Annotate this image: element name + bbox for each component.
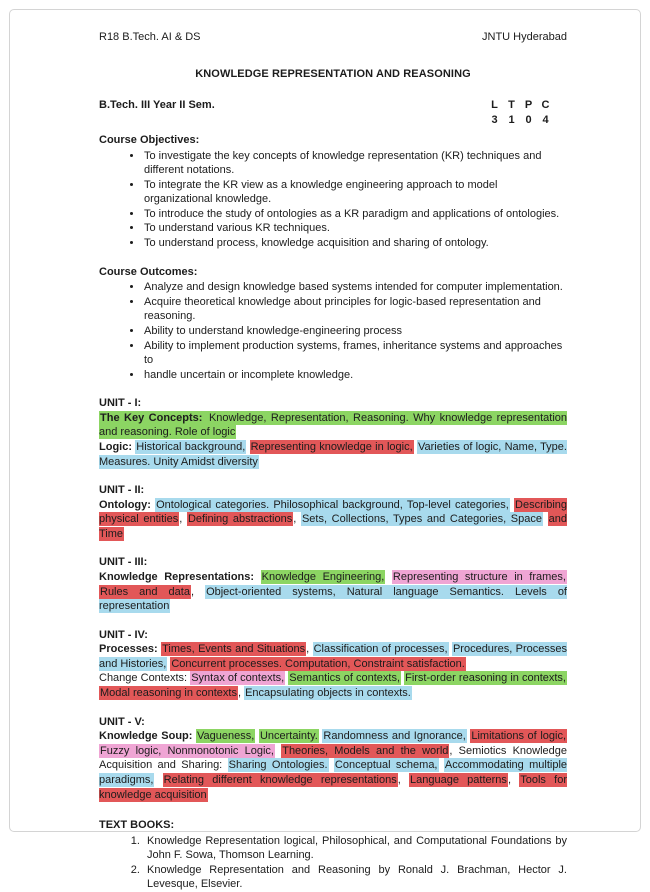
page-header (99, 30, 567, 44)
unit-heading: UNIT - III: (99, 556, 148, 569)
objectives-heading: Course Objectives: (99, 134, 200, 146)
objective-item: • To investigate the key concepts of knowledge representation (KR) techniques and different notations. (143, 149, 567, 178)
unit-block (99, 396, 567, 469)
green-highlight: First-order reasoning in contexts, (405, 672, 566, 685)
green-highlight: Uncertainty. (259, 730, 318, 743)
green-highlight: Vagueness, (197, 730, 255, 743)
ltpc-value: 0 (525, 113, 532, 126)
pink-highlight: Fuzzy logic, Nonmonotonic Logic, (100, 744, 274, 757)
text-segment: , (507, 773, 520, 786)
semester-label: B.Tech. III Year II Sem. (99, 99, 215, 111)
objective-item: • To introduce the study of ontologies as a KR paradigm and applications of ontologies. (143, 207, 567, 222)
textbooks-heading: TEXT BOOKS: (99, 819, 175, 832)
outcome-item: • Analyze and design knowledge based systems intended for computer implementation. (143, 280, 567, 295)
unit-paragraph (99, 642, 567, 671)
cyan-highlight: Encapsulating objects in contexts. (245, 687, 411, 700)
unit-heading: UNIT - IV: (99, 628, 148, 641)
unit-block (99, 715, 567, 802)
outcomes-heading: Course Outcomes: (99, 265, 198, 278)
unit-paragraph (99, 570, 567, 614)
cyan-highlight: Historical background, (136, 441, 246, 453)
unit-heading: UNIT - I: (99, 397, 142, 410)
header-left-text: R18 B.Tech. AI & DS (99, 31, 201, 43)
text-segment (385, 571, 392, 583)
objective-item: • To understand process, knowledge acquisition and sharing of ontology. (143, 236, 567, 251)
text-segment: , (306, 643, 313, 656)
outcome-item: • handle uncertain or incomplete knowledge. (143, 368, 567, 383)
unit-paragraph (99, 411, 567, 440)
red-highlight: Defining abstractions (187, 513, 293, 526)
ltpc-label: C (541, 99, 550, 111)
red-highlight: and Time (99, 513, 567, 540)
textbook-item: 1. Knowledge Representation logical, Philosophical, and Computational Foundations by John F. Sowa, Thomson Learning. (143, 834, 567, 863)
term-label: Knowledge Soup: (99, 730, 197, 743)
text-segment: Change Contexts: (99, 672, 191, 685)
red-highlight: Language patterns (410, 773, 507, 786)
cyan-highlight: Sets, Collections, Types and Categories, Space (301, 513, 542, 526)
cyan-highlight: Conceptual schema, (334, 759, 438, 772)
pink-highlight: Representing structure in frames, (392, 570, 566, 583)
outcome-item: • Ability to implement production systems, frames, inheritance systems and approaches to (143, 339, 567, 368)
unit-paragraph (99, 440, 567, 469)
textbook-item: 2. Knowledge Representation and Reasoning by Ronald J. Brachman, Hector J. Levesque, Elsevier. (143, 863, 567, 892)
objective-item: • To integrate the KR view as a knowledge engineering approach to model organizational knowledge. (143, 178, 567, 207)
text-segment: , Semiotics Knowledge Acquisition and Sharing: (99, 744, 567, 772)
ltpc-value: 4 (542, 113, 549, 126)
red-highlight: Describing physical entities (99, 498, 567, 526)
red-highlight: Concurrent processes. Computation, Constraint satisfaction. (171, 657, 465, 670)
text-segment: , (293, 513, 301, 526)
cyan-highlight: Ontological categories. Philosophical background, Top-level categories, (156, 498, 509, 511)
ltpc-label: L (491, 99, 498, 111)
term-label: Logic: (99, 441, 136, 453)
unit-heading: UNIT - II: (99, 484, 145, 497)
term-label: Processes: (99, 643, 162, 656)
ltpc-label: P (524, 99, 533, 111)
text-segment: , (237, 687, 245, 700)
term-label: Knowledge Representations: (99, 570, 261, 583)
ltpc-block (486, 98, 567, 127)
unit-paragraph (99, 729, 567, 802)
text-segment: , (397, 773, 409, 786)
unit-block (99, 483, 567, 541)
unit-heading: UNIT - V: (99, 715, 145, 728)
ltpc-label: T (508, 99, 515, 111)
objectives-list (99, 149, 567, 251)
red-highlight: Tools for knowledge acquisition (99, 773, 567, 801)
red-highlight: Times, Events and Situations (162, 643, 306, 656)
cyan-highlight: Object-oriented systems, Natural language Semantics. Levels of representation (99, 585, 567, 613)
red-highlight: Rules and data (100, 585, 190, 598)
green-highlight: The Key Concepts: (100, 411, 207, 424)
pink-highlight: Syntax of contexts, (191, 672, 285, 685)
text-segment: , (179, 513, 187, 526)
green-highlight: Knowledge Engineering, (261, 570, 385, 583)
cyan-highlight: Classification of processes, (313, 643, 448, 656)
outcome-item: • Ability to understand knowledge-engineering process (143, 324, 567, 339)
text-segment (543, 513, 548, 525)
course-info-row (99, 98, 567, 127)
text-segment (154, 774, 162, 786)
text-segment: , (190, 585, 206, 598)
red-highlight: Relating different knowledge representations (163, 773, 397, 786)
outcomes-list (99, 280, 567, 382)
unit-block (99, 628, 567, 701)
red-highlight: Representing knowledge in logic, (250, 441, 413, 453)
course-title: KNOWLEDGE REPRESENTATION AND REASONING (195, 68, 471, 80)
ltpc-header-row (486, 98, 554, 113)
header-right-text: JNTU Hyderabad (482, 31, 567, 43)
ltpc-values-row (486, 113, 554, 128)
units-section (99, 396, 567, 802)
term-label: Ontology: (99, 498, 156, 511)
green-highlight: Semantics of contexts, (289, 672, 401, 685)
cyan-highlight: Varieties of logic, Name, Type. Measures. Unity Amidst diversity (99, 441, 567, 468)
outcome-item: • Acquire theoretical knowledge about principles for logic-based representation and reasoning. (143, 295, 567, 324)
red-highlight: Theories, Models and the world (282, 744, 449, 757)
cyan-highlight: Randomness and Ignorance, (323, 730, 466, 743)
red-highlight: Limitations of logic, (471, 730, 567, 743)
ltpc-value: 1 (508, 113, 515, 126)
green-highlight: Knowledge, Representation, Reasoning. Why knowledge representation and reasoning. Role of logic (99, 411, 568, 439)
cyan-highlight: Sharing Ontologies. (228, 759, 328, 772)
red-highlight: Modal reasoning in contexts (100, 687, 237, 700)
cyan-highlight: Accommodating multiple paradigms, (99, 759, 568, 786)
objective-item: • To understand various KR techniques. (143, 221, 567, 236)
unit-block (99, 555, 567, 613)
unit-paragraph (99, 498, 567, 542)
ltpc-value: 3 (491, 113, 498, 126)
textbooks-list (99, 834, 567, 892)
cyan-highlight: Procedures, Processes and Histories, (99, 643, 568, 670)
unit-paragraph (99, 671, 567, 700)
